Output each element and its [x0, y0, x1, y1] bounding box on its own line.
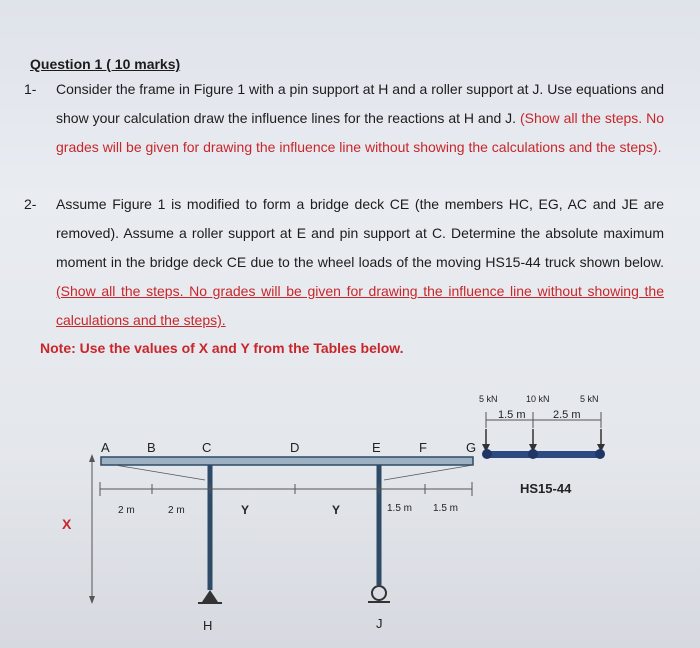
part-2-text: Assume Figure 1 is modified to form a bridge deck CE (the members HC, EG, AC and JE are removed). Assume a roller support at E and pin support at C. Determine the absolute maximum moment in the bridge deck CE due to the wheel loads of the moving HS15-44 truck shown below. [56, 196, 664, 270]
node-f-label: F [419, 440, 427, 455]
node-b-label: B [147, 440, 156, 455]
dim-de-label: Y [332, 503, 341, 517]
truck-name: HS15-44 [520, 481, 572, 496]
node-j-label: J [376, 616, 383, 631]
node-e-label: E [372, 440, 381, 455]
node-h-label: H [203, 618, 213, 633]
deck-beam [101, 457, 473, 465]
node-c-label: C [202, 440, 212, 455]
truck-load-1: 5 kN [479, 394, 498, 404]
part-1-text: Consider the frame in Figure 1 with a pin support at H and a roller support at J. Use equations and show your calculation draw the influence lines for the reactions at H and J. [56, 81, 664, 126]
truck-spacing-2: 2.5 m [553, 409, 581, 421]
dim-fg-label: 1.5 m [433, 503, 459, 514]
part-1-number: 1- [24, 81, 37, 97]
truck-wheel-3 [595, 449, 605, 459]
truck-spacing-1: 1.5 m [498, 409, 526, 421]
pin-support-h [198, 590, 222, 603]
node-a-label: A [101, 440, 110, 455]
node-d-label: D [290, 440, 300, 455]
question-title: Question 1 ( 10 marks) [30, 56, 181, 72]
dimension-line [100, 482, 472, 496]
truck-load-2: 10 kN [526, 394, 550, 404]
dim-cd-label: Y [241, 503, 250, 517]
roller-support-j [368, 586, 390, 602]
dim-bc-label: 2 m [168, 505, 185, 516]
dim-ef-label: 1.5 m [387, 503, 413, 514]
height-x-label: X [62, 516, 72, 532]
truck-wheel-1 [482, 449, 492, 459]
part-1-red-text: (Show all the steps. No grades will be given for drawing the influence line without showing the calculations and the steps). [56, 110, 664, 155]
brace-eg [384, 465, 473, 480]
truck-body [484, 451, 604, 458]
note-text: Note: Use the values of X and Y from the Tables below. [40, 340, 404, 356]
part-2-red-text: (Show all the steps. No grades will be given for drawing the influence line without showing the calculations and the steps). [56, 283, 664, 328]
truck-wheel-2 [528, 449, 538, 459]
part-2-number: 2- [24, 196, 37, 212]
node-g-label: G [466, 440, 477, 455]
brace-ac [115, 465, 205, 480]
dim-ab-label: 2 m [118, 505, 135, 516]
truck-load-3: 5 kN [580, 394, 599, 404]
truck-hs15-44 [479, 394, 605, 496]
